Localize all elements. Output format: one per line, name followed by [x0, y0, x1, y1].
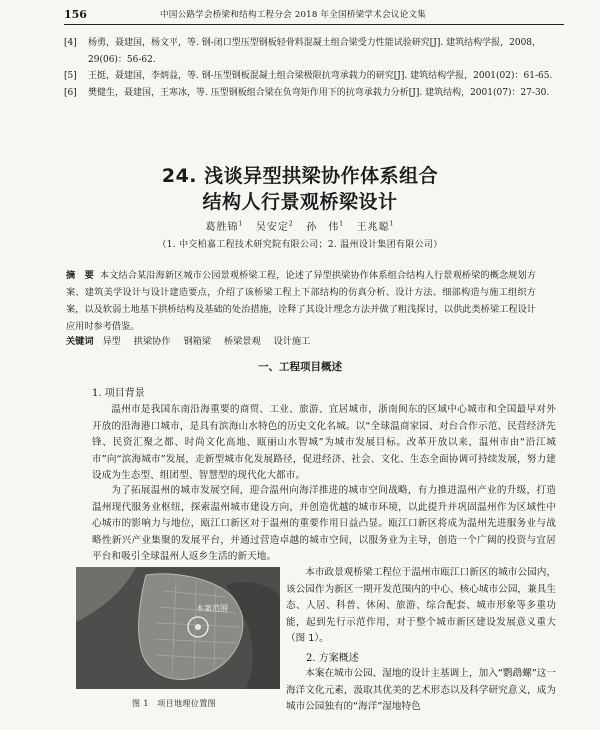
title-line-1: 24. 浅谈异型拱梁协作体系组合	[161, 165, 439, 187]
reference-text: 王挺，聂建国，李炳益，等. 钢-压型钢板混凝土组合梁极限抗弯承载力的研究[J]. 建筑结构学报，2001(02)：61-65.	[88, 71, 553, 81]
reference-number: [5]	[64, 71, 77, 81]
reference-list	[64, 35, 556, 101]
figure-caption: 图 1 项目地理位置图	[132, 699, 217, 708]
reference-item	[64, 68, 556, 85]
reference-text: 杨勇，聂建国，杨文平，等. 钢-闭口型压型钢板轻骨料混凝土组合梁受力性能试验研究[J]. 建筑结构学报，2008，29(06)：56-62.	[88, 38, 542, 65]
reference-number: [4]	[64, 38, 77, 48]
author: 王兆聪$^1$	[356, 220, 395, 233]
subsection-heading: 1. 项目背景	[92, 388, 145, 399]
keyword: 桥梁景观	[223, 336, 261, 347]
reference-text: 樊健生，聂建国，王寒冰，等. 压型钢板组合梁在负弯矩作用下的抗弯承载力分析[J]. 建筑结构，2001(07)：27-30.	[88, 87, 550, 98]
paper-title	[0, 163, 600, 215]
affiliation: （1. 中交柏嘉工程技术研究院有限公司；2. 温州设计集团有限公司）	[157, 240, 443, 250]
author-list	[0, 218, 600, 233]
abstract-label: 摘 要	[66, 270, 94, 281]
body-paragraph: 温州市是我国东南沿海重要的商贸、工业、旅游、宜居城市，浙南闽东的区域中心城市和全国最早对外开放的沿海港口城市，是具有滨海山水特色的历史文化名城。以“全球温商家园、对台合作示范、民营经济先锋、民资汇聚之都、时尚文化高地、瓯丽山水智城”为城市发展目标。改革开放以来，温州市由“沿江城市”向“滨海城市”发展，走新型城市化发展路径，促进经济、社会、文化、生态全面协调可持续发展，努力建设成为生态型、组团型、智慧型的现代化大都市。	[92, 404, 556, 481]
keywords	[66, 333, 536, 350]
body-paragraph: 本案在城市公园、湿地的设计主基调上，加入“鹦鹉螺”这一海洋文化元素，汲取其优美的艺术形态以及科学研究意义，成为城市公园独有的“海洋”湿地特色	[286, 668, 556, 713]
keyword: 钢箱梁	[183, 336, 212, 347]
author: 吴安定$^2$	[255, 220, 294, 233]
running-header	[64, 6, 564, 25]
abstract	[66, 267, 536, 335]
reference-item	[64, 85, 556, 102]
journal-title: 中国公路学会桥梁和结构工程分会 2018 年全国桥梁学术会议论文集	[160, 10, 426, 20]
abstract-text: 本文结合某沿海新区城市公园景观桥梁工程，论述了异型拱梁协作体系组合结构人行景观桥梁的概念规划方案、建筑美学设计与设计建造要点，介绍了该桥梁工程上下部结构的仿真分析、设计方法、细部构造与施工组织方案，以及软弱土地基下拱桥结构及基础的处治措施，诠释了其设计理念方法并做了粗浅探讨，以供此类桥梁工程设计应用时参考借鉴。	[66, 270, 537, 332]
map-label: 本案范围	[196, 604, 228, 613]
keyword: 拱梁协作	[133, 336, 171, 347]
location-map-figure	[76, 567, 280, 689]
reference-number: [6]	[64, 87, 77, 98]
page-number: 156	[64, 8, 87, 21]
subsection-heading: 2. 方案概述	[306, 653, 359, 664]
body-paragraph: 为了拓展温州的城市发展空间，迎合温州向海洋推进的城市空间战略，有力推进温州产业的升级，打造温州现代服务业枢纽，探索温州城市建设方向，并创造优越的城市环境，以此提升并巩固温州作为区域性中心城市的影响力与地位，瓯江口新区对于温州的重要作用日益凸显。瓯江口新区将成为温州先进服务业与战略性新兴产业集聚的发展平台，并通过营造卓越的城市空间，以服务业为主导，创造一个广阔的投资与宜居平台和吸引全球温州人返乡生活的新天地。	[92, 485, 556, 562]
title-line-2: 结构人行景观桥梁设计	[202, 191, 398, 213]
keyword: 设计施工	[273, 336, 311, 347]
author: 葛胜锦$^1$	[205, 220, 244, 233]
keywords-label: 关键词	[66, 336, 94, 347]
location-map-image	[76, 567, 280, 689]
keyword: 异型	[102, 336, 121, 347]
reference-item	[64, 35, 556, 68]
author: 孙 伟$^1$	[306, 220, 345, 233]
section-heading: 一、工程项目概述	[258, 361, 342, 373]
body-paragraph: 本市政景观桥梁工程位于温州市瓯江口新区的城市公园内，该公园作为新区一期开发范围内的中心、核心城市公园，兼具生态、人居、科普、休闲、旅游、综合配套、城市形象等多重功能，起到先行示范作用，对于整个城市新区建设发展意义重大（图 1）。	[286, 567, 556, 645]
